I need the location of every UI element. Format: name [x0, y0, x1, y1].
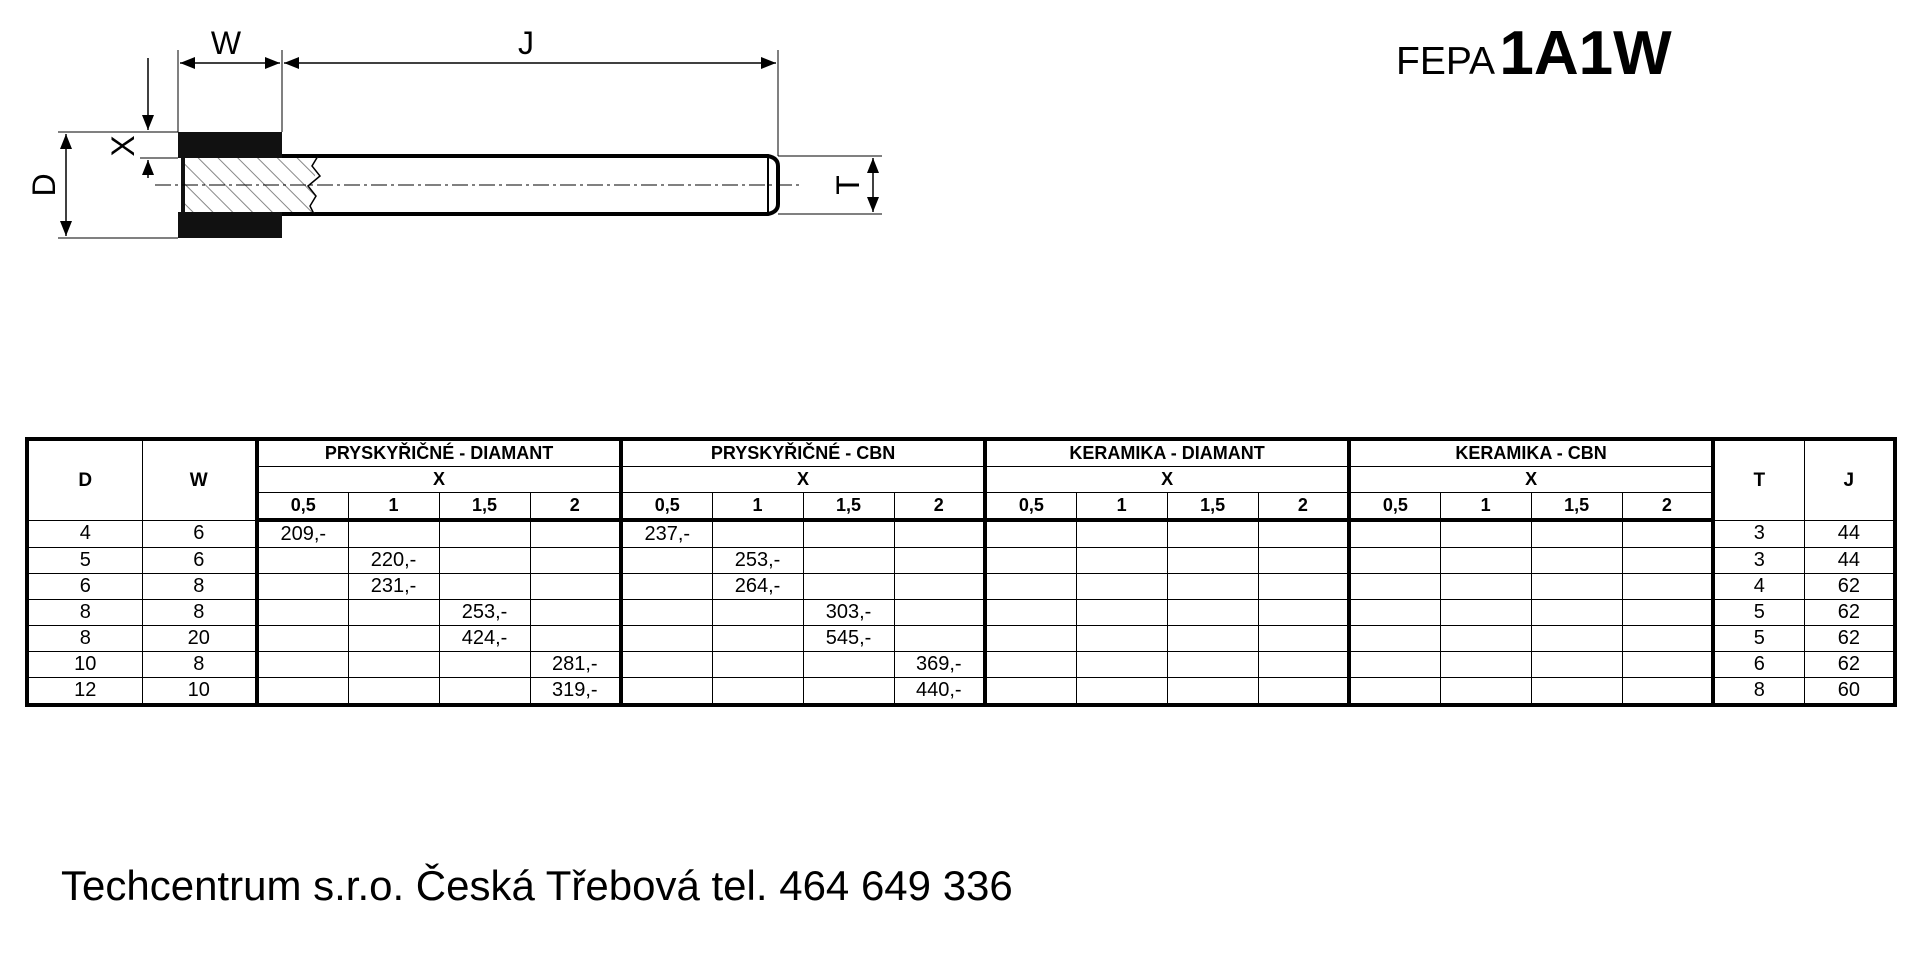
cell-price: [1258, 600, 1349, 626]
cell-price: [257, 548, 348, 574]
cell-price: 220,-: [348, 548, 439, 574]
cell-price: [985, 652, 1076, 678]
header-x-value: 2: [894, 493, 985, 521]
cell-price: [1258, 652, 1349, 678]
cell-price: [1440, 600, 1531, 626]
cell-price: [621, 626, 712, 652]
table-row: [27, 626, 1895, 652]
cell-price: [1440, 520, 1531, 548]
cell-price: [1440, 678, 1531, 706]
label-X: X: [105, 135, 141, 157]
cell-D: 8: [27, 600, 142, 626]
cell-price: [1349, 678, 1440, 706]
cell-price: 281,-: [530, 652, 621, 678]
cell-price: [257, 600, 348, 626]
header-x-value: 1,5: [439, 493, 530, 521]
cell-price: 545,-: [803, 626, 894, 652]
cell-price: 424,-: [439, 626, 530, 652]
header-x-value: 0,5: [985, 493, 1076, 521]
cell-price: [348, 600, 439, 626]
cell-price: [621, 678, 712, 706]
cell-price: [1258, 626, 1349, 652]
cell-price: [1167, 574, 1258, 600]
header-x-value: 0,5: [1349, 493, 1440, 521]
cell-price: [1076, 678, 1167, 706]
cell-price: [439, 652, 530, 678]
cell-W: 8: [142, 574, 257, 600]
header-group-3: KERAMIKA - DIAMANT: [985, 439, 1349, 467]
cell-J: 62: [1804, 574, 1895, 600]
cell-price: [894, 600, 985, 626]
cell-price: [1167, 600, 1258, 626]
cell-J: 62: [1804, 600, 1895, 626]
cell-price: [985, 600, 1076, 626]
cell-price: [1531, 548, 1622, 574]
cell-T: 3: [1713, 520, 1804, 548]
header-x-value: 1: [1076, 493, 1167, 521]
cell-price: [1258, 678, 1349, 706]
cell-price: [712, 520, 803, 548]
cell-price: [985, 678, 1076, 706]
cell-price: [1349, 600, 1440, 626]
cell-W: 8: [142, 600, 257, 626]
cell-price: [1622, 520, 1713, 548]
cell-T: 8: [1713, 678, 1804, 706]
cell-price: [1349, 520, 1440, 548]
cell-price: 209,-: [257, 520, 348, 548]
cell-price: [1622, 574, 1713, 600]
cell-J: 60: [1804, 678, 1895, 706]
cell-price: [1531, 574, 1622, 600]
header-x-value: 1,5: [1531, 493, 1622, 521]
cell-W: 8: [142, 652, 257, 678]
cell-D: 8: [27, 626, 142, 652]
header-x-value: 0,5: [257, 493, 348, 521]
cell-T: 3: [1713, 548, 1804, 574]
cell-price: [1349, 626, 1440, 652]
cell-price: [985, 548, 1076, 574]
title-code: 1A1W: [1499, 19, 1672, 88]
cell-price: [803, 574, 894, 600]
table-row: [27, 548, 1895, 574]
cell-price: 319,-: [530, 678, 621, 706]
tool-drawing: [0, 0, 900, 250]
cell-price: [1167, 678, 1258, 706]
cell-price: [530, 600, 621, 626]
cell-price: [1531, 600, 1622, 626]
cell-price: [985, 574, 1076, 600]
cell-price: [1076, 520, 1167, 548]
header-group-2: PRYSKYŘIČNÉ - CBN: [621, 439, 985, 467]
table-row: [27, 678, 1895, 706]
cell-price: [1440, 574, 1531, 600]
cell-T: 5: [1713, 600, 1804, 626]
table-row: [27, 520, 1895, 548]
cell-price: [1167, 652, 1258, 678]
cell-price: 253,-: [439, 600, 530, 626]
cell-price: [1622, 678, 1713, 706]
cell-price: [1258, 574, 1349, 600]
cell-W: 6: [142, 520, 257, 548]
cell-price: 237,-: [621, 520, 712, 548]
cell-T: 6: [1713, 652, 1804, 678]
cell-price: [621, 548, 712, 574]
cell-price: [1076, 652, 1167, 678]
cell-price: [257, 626, 348, 652]
cell-price: [1622, 626, 1713, 652]
cell-price: [1440, 652, 1531, 678]
header-x-4: X: [1349, 467, 1713, 493]
header-x-value: 1,5: [1167, 493, 1258, 521]
cell-price: [1349, 548, 1440, 574]
table-row: [27, 600, 1895, 626]
cell-price: [348, 520, 439, 548]
cell-price: [1622, 600, 1713, 626]
cell-price: 253,-: [712, 548, 803, 574]
cell-price: [1258, 520, 1349, 548]
cell-D: 5: [27, 548, 142, 574]
cell-price: [439, 574, 530, 600]
cell-T: 4: [1713, 574, 1804, 600]
price-table: [25, 437, 1897, 707]
cell-price: [894, 626, 985, 652]
header-T: T: [1713, 439, 1804, 520]
cell-price: [348, 652, 439, 678]
cell-price: [712, 678, 803, 706]
cell-price: [530, 520, 621, 548]
cell-price: [1076, 574, 1167, 600]
cell-price: 440,-: [894, 678, 985, 706]
cell-price: [1167, 626, 1258, 652]
header-x-3: X: [985, 467, 1349, 493]
product-title: [1396, 18, 1672, 89]
cell-price: [439, 548, 530, 574]
cell-price: [1076, 548, 1167, 574]
cell-price: [803, 520, 894, 548]
cell-price: 264,-: [712, 574, 803, 600]
header-x-value: 1: [348, 493, 439, 521]
header-group-4: KERAMIKA - CBN: [1349, 439, 1713, 467]
cell-T: 5: [1713, 626, 1804, 652]
cell-J: 62: [1804, 652, 1895, 678]
cell-price: [1440, 548, 1531, 574]
cell-W: 10: [142, 678, 257, 706]
header-group-1: PRYSKYŘIČNÉ - DIAMANT: [257, 439, 621, 467]
header-x-value: 1: [1440, 493, 1531, 521]
cell-price: 369,-: [894, 652, 985, 678]
header-D: D: [27, 439, 142, 520]
cell-price: [621, 600, 712, 626]
cell-price: [257, 652, 348, 678]
cell-W: 6: [142, 548, 257, 574]
header-W: W: [142, 439, 257, 520]
cell-price: [530, 548, 621, 574]
table-row: [27, 652, 1895, 678]
header-x-value: 1: [712, 493, 803, 521]
cell-price: [1531, 652, 1622, 678]
cell-price: [621, 574, 712, 600]
cell-price: [1531, 626, 1622, 652]
cell-price: [894, 548, 985, 574]
cell-price: [1440, 626, 1531, 652]
cell-price: [621, 652, 712, 678]
cell-price: [712, 626, 803, 652]
label-D: D: [26, 173, 62, 197]
cell-J: 44: [1804, 520, 1895, 548]
cell-J: 62: [1804, 626, 1895, 652]
header-x-2: X: [621, 467, 985, 493]
cell-price: [530, 626, 621, 652]
cell-price: [439, 520, 530, 548]
cell-W: 20: [142, 626, 257, 652]
cell-price: [712, 600, 803, 626]
cell-D: 4: [27, 520, 142, 548]
header-x-value: 0,5: [621, 493, 712, 521]
title-prefix: FEPA: [1396, 40, 1495, 83]
cell-price: [257, 678, 348, 706]
cell-price: 303,-: [803, 600, 894, 626]
label-T: T: [830, 175, 866, 195]
cell-price: [1622, 548, 1713, 574]
cell-price: [985, 520, 1076, 548]
cell-price: [985, 626, 1076, 652]
wheel-top-layer: [178, 132, 282, 158]
header-J: J: [1804, 439, 1895, 520]
cell-price: [712, 652, 803, 678]
cell-price: [1167, 520, 1258, 548]
cell-price: [894, 520, 985, 548]
table-row: [27, 574, 1895, 600]
header-x-value: 1,5: [803, 493, 894, 521]
wheel-bottom-layer: [178, 212, 282, 238]
header-x-value: 2: [1622, 493, 1713, 521]
cell-price: [1076, 626, 1167, 652]
cell-D: 10: [27, 652, 142, 678]
cell-price: [1622, 652, 1713, 678]
header-x-value: 2: [1258, 493, 1349, 521]
cell-price: [803, 548, 894, 574]
cell-price: [894, 574, 985, 600]
cell-price: [257, 574, 348, 600]
cell-price: 231,-: [348, 574, 439, 600]
label-W: W: [210, 25, 242, 61]
cell-price: [1349, 652, 1440, 678]
cell-price: [803, 678, 894, 706]
company-footer: Techcentrum s.r.o. Česká Třebová tel. 464 649 336: [61, 862, 1013, 909]
label-J: J: [518, 25, 534, 61]
cell-price: [439, 678, 530, 706]
cell-price: [1258, 548, 1349, 574]
cell-price: [1531, 678, 1622, 706]
cell-price: [1531, 520, 1622, 548]
cell-price: [530, 574, 621, 600]
cell-price: [803, 652, 894, 678]
cell-D: 12: [27, 678, 142, 706]
cell-price: [1076, 600, 1167, 626]
header-x-value: 2: [530, 493, 621, 521]
cell-J: 44: [1804, 548, 1895, 574]
cell-price: [1167, 548, 1258, 574]
cell-price: [1349, 574, 1440, 600]
header-x-1: X: [257, 467, 621, 493]
cell-price: [348, 626, 439, 652]
cell-price: [348, 678, 439, 706]
cell-D: 6: [27, 574, 142, 600]
